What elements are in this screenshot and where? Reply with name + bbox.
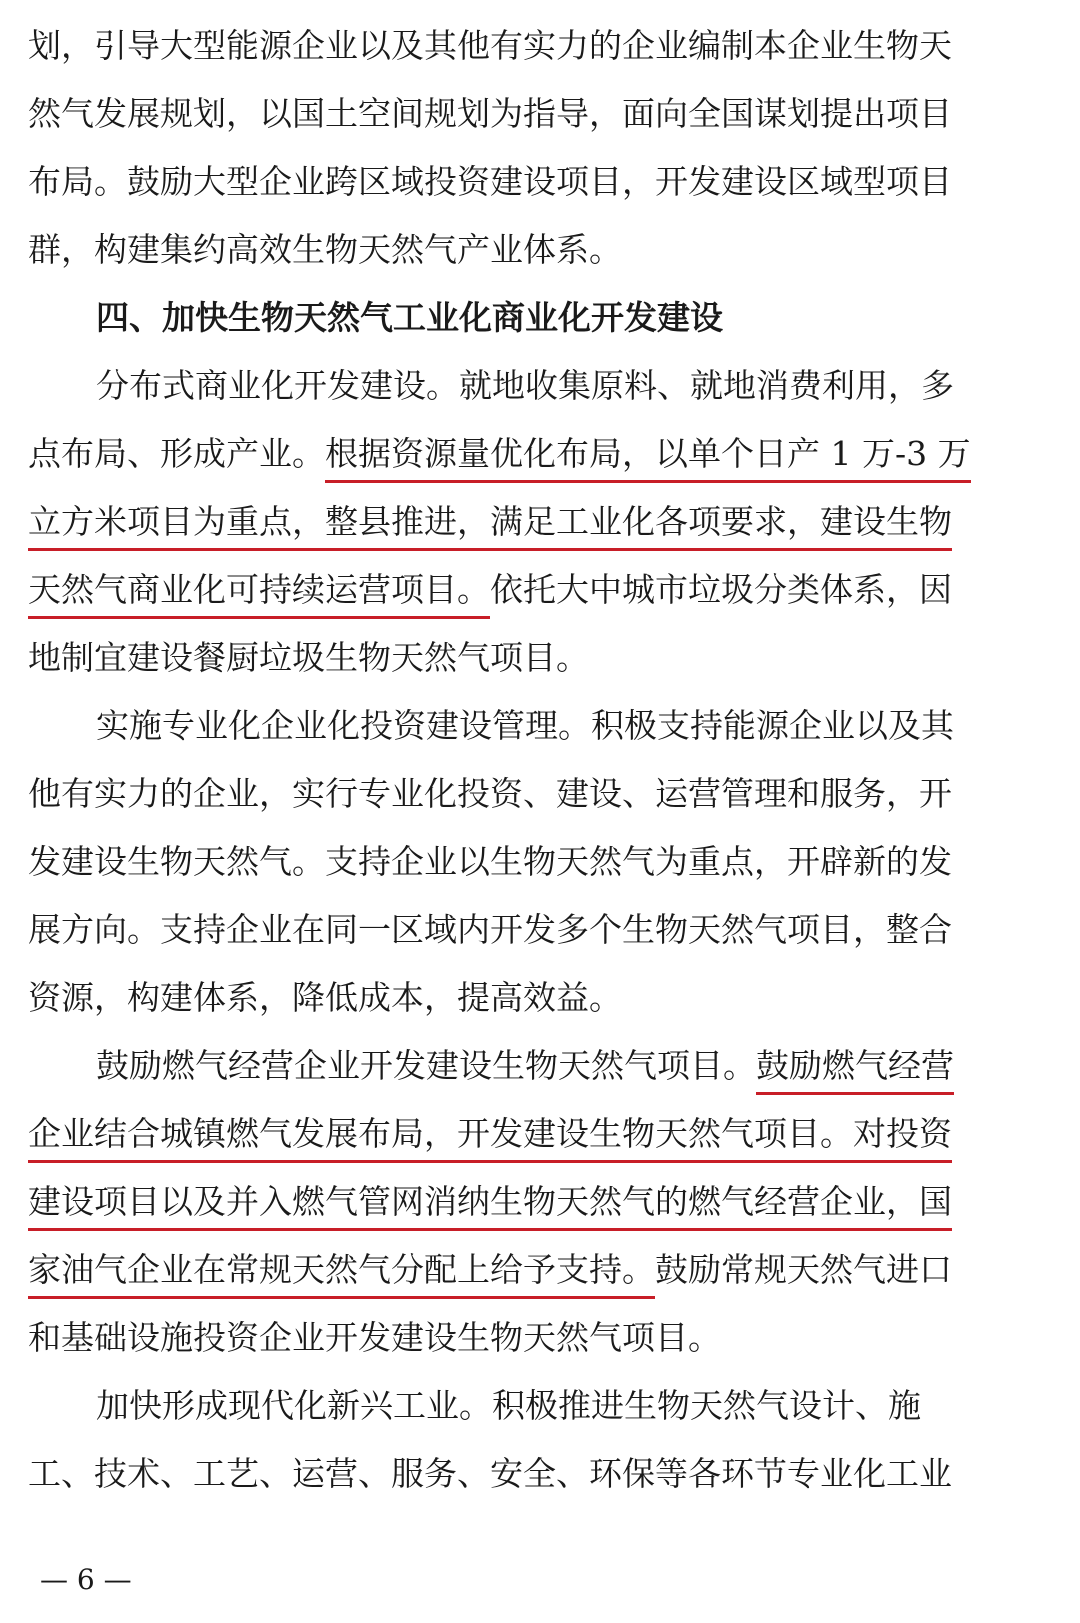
text-line <box>0 492 1012 552</box>
text-line <box>0 152 1012 212</box>
section-heading <box>0 288 1012 348</box>
text-line <box>0 16 1012 76</box>
underlined-text: 企业结合城镇燃气发展布局，开发建设生物天然气项目。对投资 <box>28 1110 952 1163</box>
underlined-text: 鼓励燃气经营 <box>756 1042 954 1095</box>
text-line <box>0 424 1012 484</box>
text-line <box>0 1104 1012 1164</box>
text-segment: 展方向。支持企业在同一区域内开发多个生物天然气项目，整合 <box>28 910 952 949</box>
underlined-text: 建设项目以及并入燃气管网消纳生物天然气的燃气经营企业，国 <box>28 1178 952 1231</box>
text-segment: 加快形成现代化新兴工业。积极推进生物天然气设计、施 <box>96 1386 921 1425</box>
text-line <box>0 1308 1012 1368</box>
text-segment: 和基础设施投资企业开发建设生物天然气项目。 <box>28 1318 721 1357</box>
text-segment: 工、技术、工艺、运营、服务、安全、环保等各环节专业化工业 <box>28 1454 952 1493</box>
text-segment: 资源，构建体系，降低成本，提高效益。 <box>28 978 622 1017</box>
text-segment: 他有实力的企业，实行专业化投资、建设、运营管理和服务，开 <box>28 774 952 813</box>
text-segment: 四、加快生物天然气工业化商业化开发建设 <box>96 298 723 337</box>
text-line <box>0 900 1012 960</box>
text-segment: 群，构建集约高效生物天然气产业体系。 <box>28 230 622 269</box>
text-line <box>0 832 1012 892</box>
text-segment: 点布局、形成产业。 <box>28 434 325 473</box>
text-line <box>0 628 1012 688</box>
text-segment: 鼓励燃气经营企业开发建设生物天然气项目。 <box>96 1046 756 1085</box>
text-line <box>0 1376 1012 1436</box>
text-segment: 鼓励常规天然气进口 <box>655 1250 952 1289</box>
text-line <box>0 84 1012 144</box>
text-segment: 分布式商业化开发建设。就地收集原料、就地消费利用，多 <box>96 366 954 405</box>
text-segment: 实施专业化企业化投资建设管理。积极支持能源企业以及其 <box>96 706 954 745</box>
text-line <box>0 1172 1012 1232</box>
text-segment: 发建设生物天然气。支持企业以生物天然气为重点，开辟新的发 <box>28 842 952 881</box>
underlined-text: 家油气企业在常规天然气分配上给予支持。 <box>28 1246 655 1299</box>
text-segment: 布局。鼓励大型企业跨区域投资建设项目，开发建设区域型项目 <box>28 162 952 201</box>
underlined-text: 立方米项目为重点，整县推进，满足工业化各项要求，建设生物 <box>28 498 952 551</box>
text-segment: 依托大中城市垃圾分类体系，因 <box>490 570 952 609</box>
text-segment: 然气发展规划，以国土空间规划为指导，面向全国谋划提出项目 <box>28 94 952 133</box>
text-line <box>0 356 1012 416</box>
text-line <box>0 696 1012 756</box>
text-line <box>0 968 1012 1028</box>
text-line <box>0 764 1012 824</box>
text-line <box>0 1240 1012 1300</box>
underlined-text: 根据资源量优化布局，以单个日产 1 万-3 万 <box>325 430 971 483</box>
text-segment: 划，引导大型能源企业以及其他有实力的企业编制本企业生物天 <box>28 26 952 65</box>
text-line <box>0 1036 1012 1096</box>
page-number: — 6 — <box>40 1563 132 1596</box>
text-line <box>0 560 1012 620</box>
text-line <box>0 1444 1012 1504</box>
underlined-text: 天然气商业化可持续运营项目。 <box>28 566 490 619</box>
text-line <box>0 220 1012 280</box>
text-segment: 地制宜建设餐厨垃圾生物天然气项目。 <box>28 638 589 677</box>
